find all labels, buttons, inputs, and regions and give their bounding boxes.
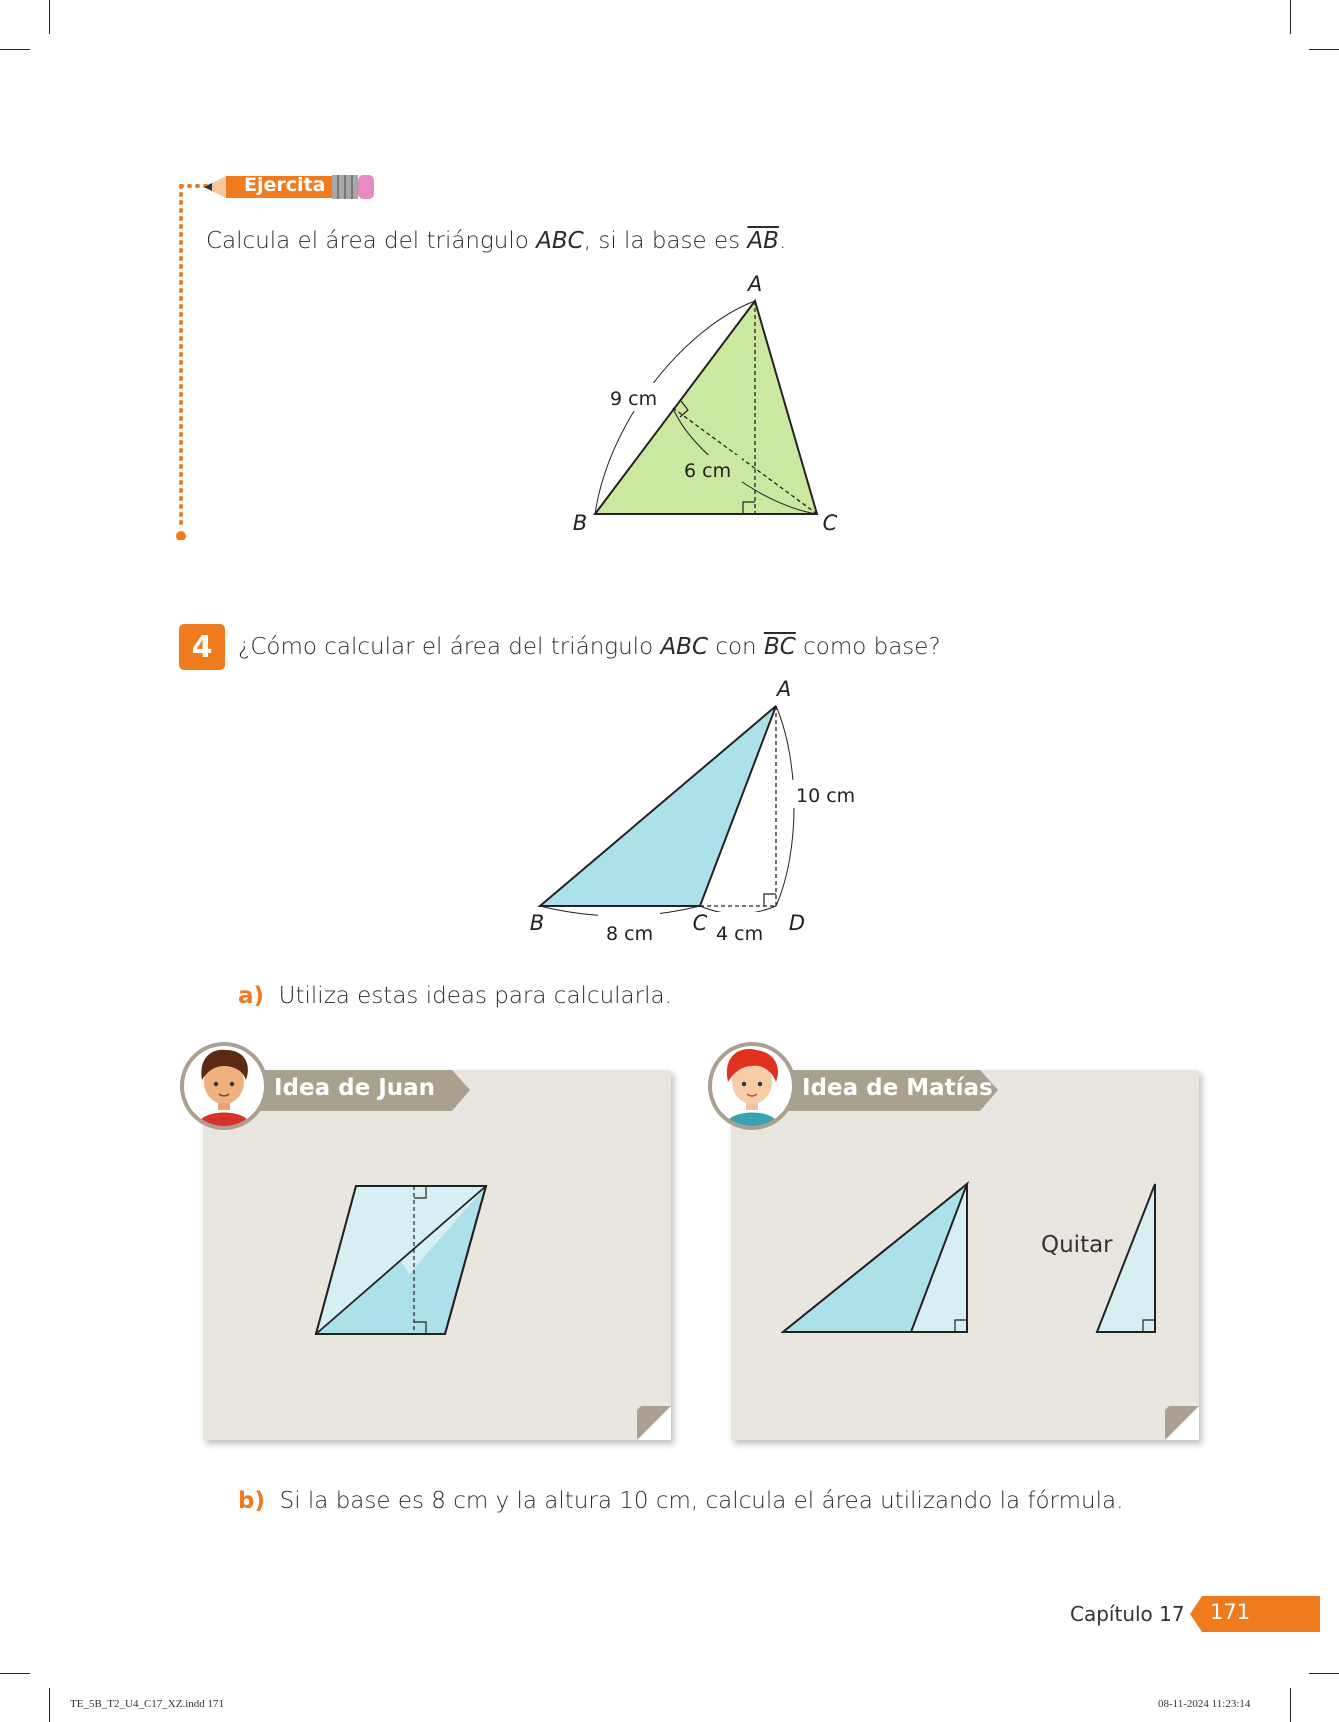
vertex-label-b: B xyxy=(529,911,545,935)
crop-mark xyxy=(1290,0,1291,34)
prompt-text: , si la base es xyxy=(583,228,748,254)
part-a xyxy=(238,983,672,1009)
vertex-label-a: A xyxy=(776,677,792,701)
avatar-juan xyxy=(180,1042,268,1130)
segment-name: $\overline{AB}$ xyxy=(747,228,779,254)
crop-mark xyxy=(49,1688,50,1722)
triangle-name: ABC xyxy=(536,228,584,254)
question-prompt xyxy=(238,634,941,660)
triangle-abc-figure xyxy=(560,265,860,545)
vertex-label-c: C xyxy=(692,911,708,935)
page-number: 171 xyxy=(1210,1600,1251,1624)
avatar-matias xyxy=(708,1042,796,1130)
prompt-text: ¿Cómo calcular el área del triángulo xyxy=(238,634,661,660)
triangle-abc xyxy=(540,706,776,906)
ejercita-label: Ejercita xyxy=(244,174,326,196)
prompt-text: con xyxy=(708,634,764,660)
idea-juan-card xyxy=(203,1070,671,1440)
exercise-prompt xyxy=(206,228,786,254)
triangle-with-extension-figure xyxy=(781,1180,981,1340)
vertex-label-c: C xyxy=(822,511,838,535)
crop-mark xyxy=(49,0,50,34)
boy-red-hair-avatar-icon xyxy=(712,1046,792,1126)
height-length-label: 6 cm xyxy=(684,460,732,482)
vertex-label-a: A xyxy=(747,272,763,296)
slug-left: TE_5B_T2_U4_C17_XZ.indd 171 xyxy=(70,1698,224,1710)
crop-mark xyxy=(1290,1688,1291,1722)
parallelogram-figure xyxy=(303,1180,503,1350)
removed-triangle-figure xyxy=(1095,1180,1165,1340)
dotted-margin-line xyxy=(170,178,210,540)
idea-matias-card xyxy=(731,1070,1199,1440)
boy-avatar-icon xyxy=(184,1046,264,1126)
crop-mark xyxy=(1309,1673,1339,1674)
part-text: Si la base es 8 cm y la altura 10 cm, calcula el área utilizando la fórmula. xyxy=(279,1488,1124,1514)
prompt-text: como base? xyxy=(795,634,941,660)
crop-mark xyxy=(0,49,30,50)
part-letter: a) xyxy=(238,983,265,1009)
page-curl-corner xyxy=(1165,1406,1199,1440)
extension-length-label: 4 cm xyxy=(716,923,764,945)
part-b xyxy=(238,1488,1123,1514)
crop-mark xyxy=(0,1673,30,1674)
part-letter: b) xyxy=(238,1488,265,1514)
idea-juan-title: Idea de Juan xyxy=(274,1075,436,1101)
triangle-abc-obtuse-figure xyxy=(520,672,880,962)
height-length-label: 10 cm xyxy=(796,785,856,807)
slug-right: 08-11-2024 11:23:14 xyxy=(1158,1698,1251,1710)
crop-mark xyxy=(1309,49,1339,50)
segment-name: $\overline{BC}$ xyxy=(763,634,796,660)
part-text: Utiliza estas ideas para calcularla. xyxy=(278,983,672,1009)
pencil-tag xyxy=(204,172,374,202)
prompt-text: Calcula el área del triángulo xyxy=(206,228,537,254)
vertex-label-b: B xyxy=(572,511,588,535)
triangle-name: ABC xyxy=(660,634,709,660)
side-length-label: 9 cm xyxy=(610,388,658,410)
vertex-label-d: D xyxy=(788,911,806,935)
base-length-label: 8 cm xyxy=(606,923,654,945)
idea-matias-title: Idea de Matías xyxy=(802,1075,993,1101)
question-number: 4 xyxy=(179,624,225,670)
chapter-label: Capítulo 17 xyxy=(1070,1602,1185,1626)
remove-label: Quitar xyxy=(1041,1232,1113,1258)
prompt-text: . xyxy=(778,228,787,254)
page-curl-corner xyxy=(637,1406,671,1440)
